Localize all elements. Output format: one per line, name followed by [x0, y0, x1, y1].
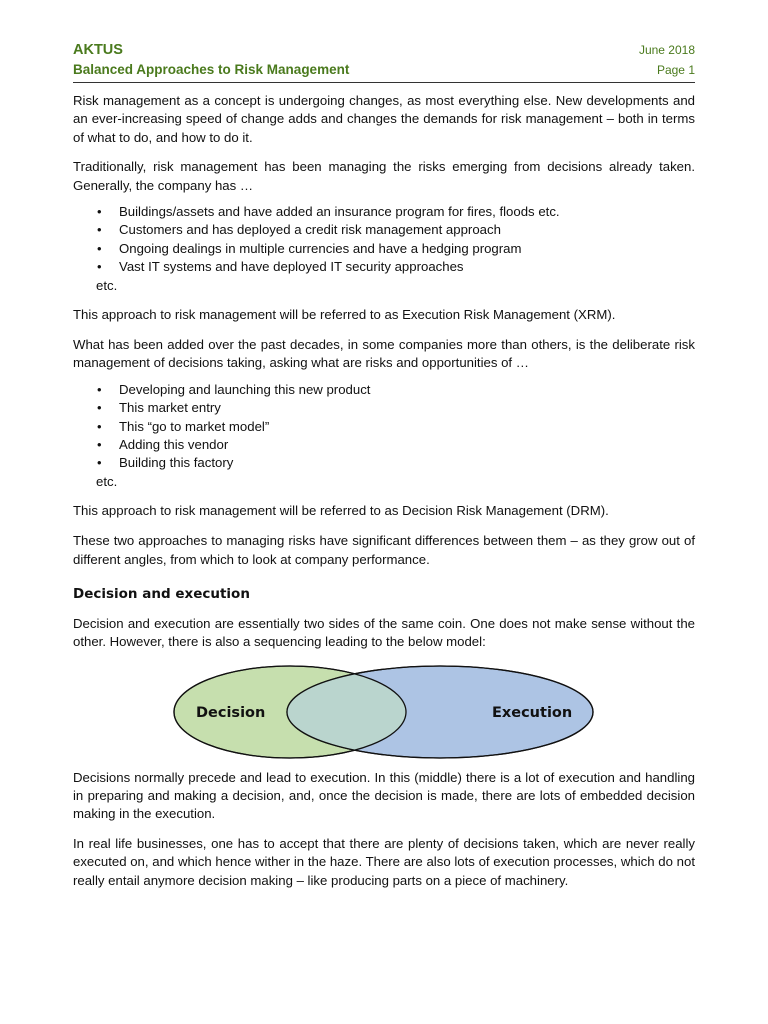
list-item: • Vast IT systems and have deployed IT security approaches	[73, 258, 695, 276]
paragraph-differences: These two approaches to managing risks have significant differences between them – as they grow out of different angles, from which to look at company performance.	[73, 533, 695, 567]
paragraph-real-life: In real life businesses, one has to accept that there are plenty of decisions taken, which are never really executed on, and which hence wither in the haze. There are also lots of execution processes, which do not really entail anymore decision making – like producing parts on a piece of machinery.	[73, 836, 695, 888]
paragraph-coin: Decision and execution are essentially two sides of the same coin. One does not make sense without the other. However, there is also a sequencing leading to the below model:	[73, 616, 695, 650]
venn-diagram	[0, 656, 768, 769]
paragraph-sequence: Decisions normally precede and lead to execution. In this (middle) there is a lot of execution and handling in preparing and making a decision, and, once the decision is made, there are lots of embedded decision making in the execution.	[73, 769, 695, 822]
execution-risk-list	[73, 203, 695, 277]
list-item: • Ongoing dealings in multiple currencies and have a hedging program	[73, 240, 695, 258]
paragraph-xrm: This approach to risk management will be referred to as Execution Risk Management (XRM).	[73, 307, 616, 323]
page-number: Page 1	[656, 63, 695, 77]
execution-label: Execution	[492, 704, 573, 721]
paragraph-decisions: What has been added over the past decades, in some companies more than others, is the deliberate risk management of decisions taking, asking what are risks and opportunities of …	[73, 337, 695, 371]
company-name: AKTUS	[73, 42, 123, 58]
section-heading: Decision and execution	[73, 585, 250, 602]
paragraph-drm: This approach to risk management will be referred to as Decision Risk Management (DRM).	[73, 503, 609, 519]
list-etc: etc.	[96, 277, 118, 293]
list-item: • Developing and launching this new product	[73, 381, 695, 399]
list-item: • Building this factory	[73, 454, 695, 472]
list-item: • Adding this vendor	[73, 436, 695, 454]
list-item: • This “go to market model”	[73, 418, 695, 436]
header-date: June 2018	[638, 43, 695, 57]
decision-risk-list	[73, 381, 695, 473]
paragraph-intro: Risk management as a concept is undergoing changes, as most everything else. New developments and an ever-increasing speed of change adds and changes the demands for risk management – both in terms of what to do, and how to do it.	[73, 93, 695, 145]
list-item: • Customers and has deployed a credit risk management approach	[73, 221, 695, 239]
list-etc: etc.	[96, 473, 118, 489]
document-title: Balanced Approaches to Risk Management	[73, 62, 350, 77]
paragraph-traditional: Traditionally, risk management has been managing the risks emerging from decisions already taken. Generally, the company has …	[73, 159, 695, 193]
list-item: • This market entry	[73, 399, 695, 417]
list-item: • Buildings/assets and have added an insurance program for fires, floods etc.	[73, 203, 695, 221]
document-body	[73, 92, 695, 902]
decision-label: Decision	[196, 704, 266, 721]
page-header	[73, 42, 695, 83]
